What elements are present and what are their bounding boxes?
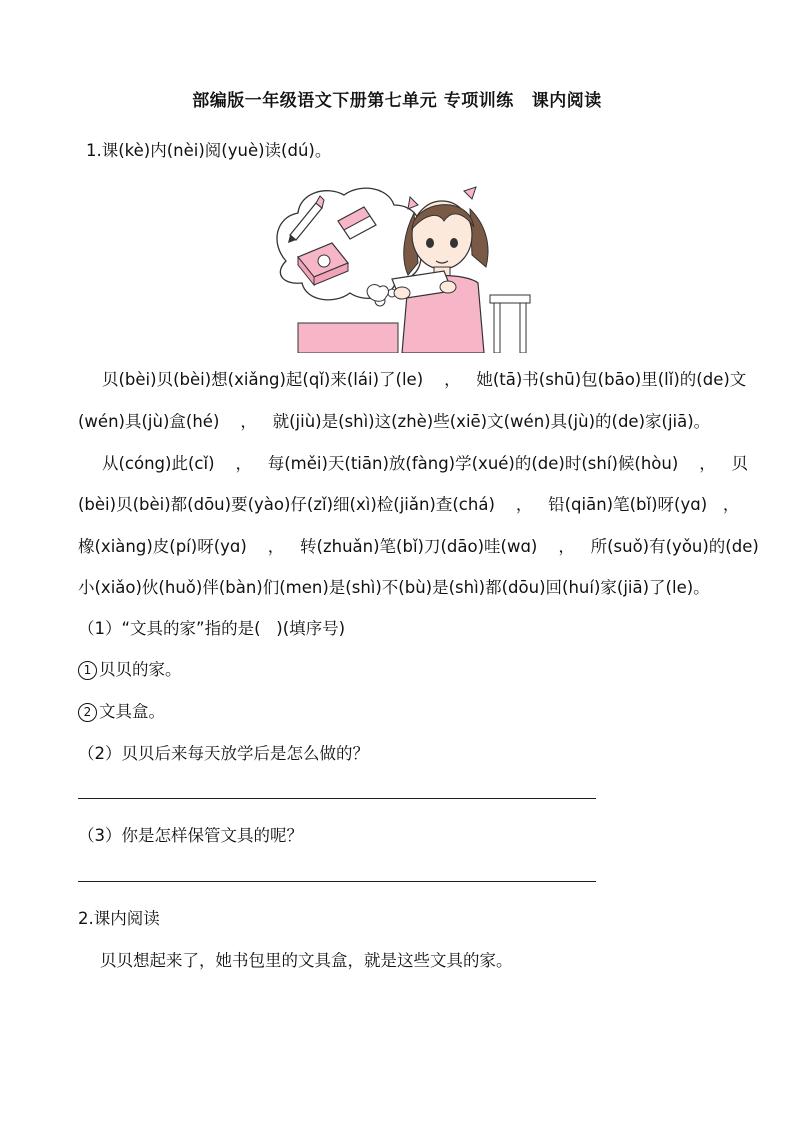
option-number-1: 1 <box>78 661 97 680</box>
section2-passage: 贝贝想起来了，她书包里的文具盒，就是这些文具的家。 <box>100 951 513 970</box>
page-title-sub: 课内阅读 <box>531 91 602 111</box>
passage1-line-5: 橡(xiàng)皮(pí)呀(yɑ) ， 转(zhuǎn)笔(bǐ)刀(dāo)哇(wɑ) ， 所(suǒ)有(yǒu)的(de) <box>78 537 759 556</box>
option-2-text: 文具盒。 <box>99 702 165 721</box>
passage1-line-1: 贝(bèi)贝(bèi)想(xiǎng)起(qǐ)来(lái)了(le) ， 她(tā)书(shū)包(bāo)里(lǐ)的(de)文 <box>102 370 747 389</box>
answer-line-3[interactable] <box>78 881 596 882</box>
section2-heading: 2.课内阅读 <box>78 909 160 928</box>
passage1-line-6: 小(xiǎo)伙(huǒ)伴(bàn)们(men)是(shì)不(bù)是(shì)都(dōu)回(huí)家(jiā)了(le)。 <box>78 578 710 597</box>
answer-line-2[interactable] <box>78 798 596 799</box>
question-1-option-1 <box>78 656 182 680</box>
option-1-text: 贝贝的家。 <box>99 660 182 679</box>
passage1-line-3: 从(cóng)此(cǐ) ， 每(měi)天(tiān)放(fàng)学(xué)的(de)时(shí)候(hòu) ， 贝 <box>102 454 748 473</box>
girl-thinking-illustration <box>268 183 533 353</box>
passage1-line-2: (wén)具(jù)盒(hé) ， 就(jiù)是(shì)这(zhè)些(xiē)文(wén)具(jù)的(de)家(jiā)。 <box>78 412 711 431</box>
page-title <box>0 86 794 111</box>
page-title-main: 部编版一年级语文下册第七单元 专项训练 <box>192 91 514 111</box>
question-1: （1）“文具的家”指的是( )(填序号) <box>78 619 346 638</box>
option-number-2: 2 <box>78 703 97 722</box>
question-2: （2）贝贝后来每天放学后是怎么做的？ <box>78 744 369 763</box>
section1-heading: 1.课(kè)内(nèi)阅(yuè)读(dú)。 <box>86 141 332 160</box>
question-1-option-2 <box>78 698 165 722</box>
passage1-line-4: (bèi)贝(bèi)都(dōu)要(yào)仔(zǐ)细(xì)检(jiǎn)查(chá) ， 铅(qiān)笔(bǐ)呀(yɑ) ， <box>78 495 740 514</box>
question-3: （3）你是怎样保管文具的呢？ <box>78 826 303 845</box>
